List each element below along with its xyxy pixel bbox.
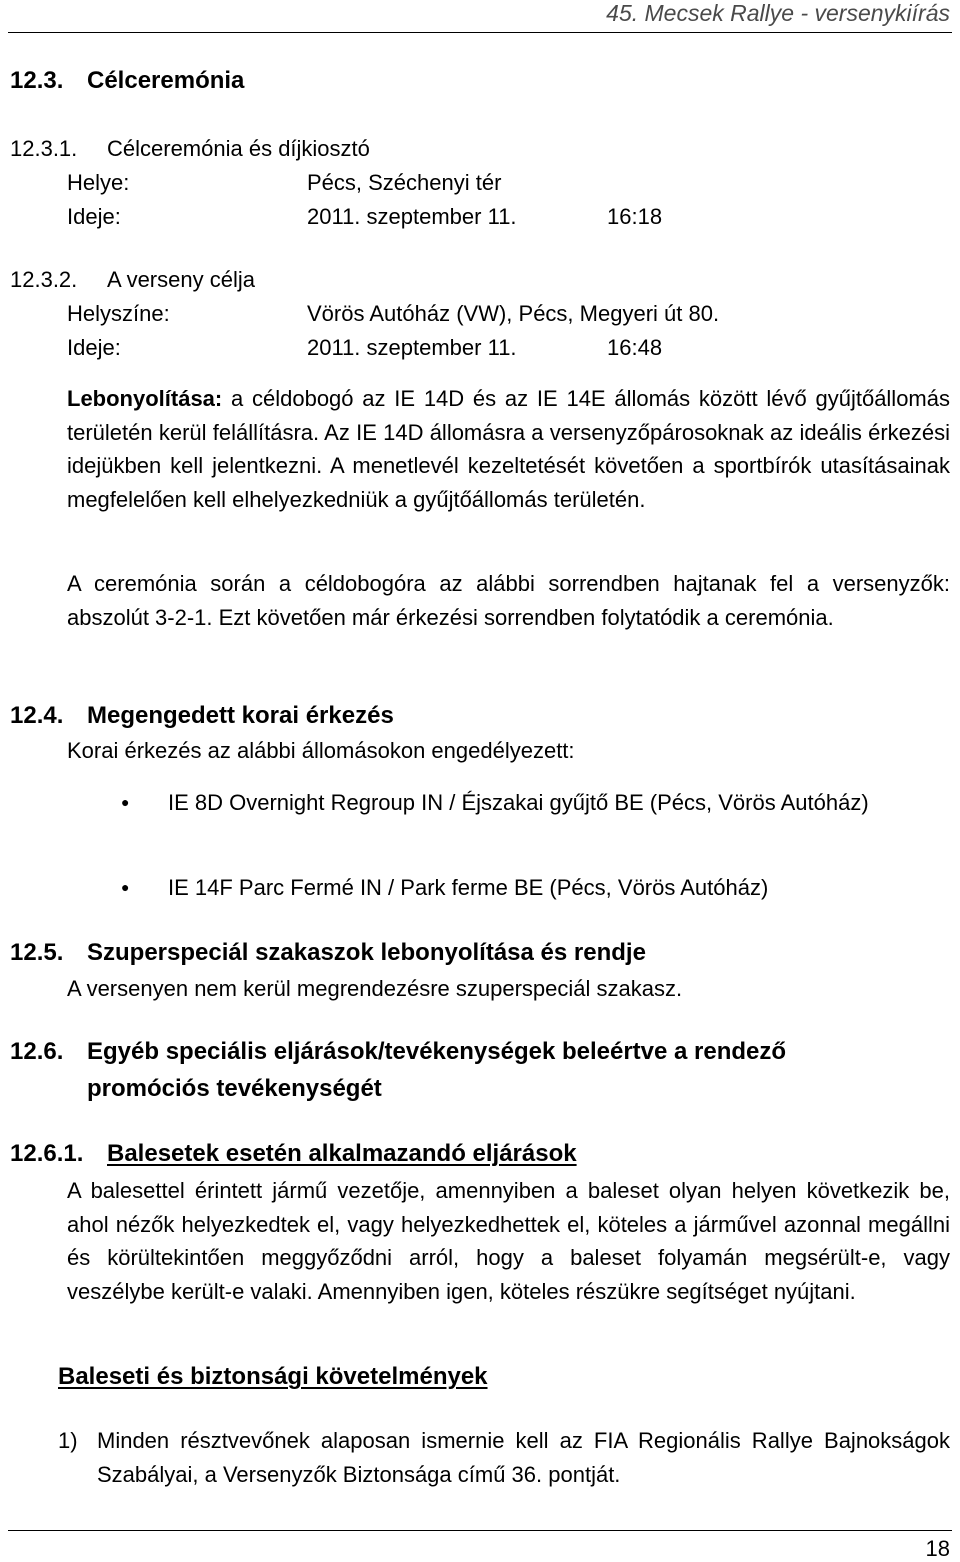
- section-number: 12.4.: [10, 702, 64, 729]
- footer-rule: [8, 1530, 952, 1531]
- safety-title: Baleseti és biztonsági követelmények: [58, 1363, 488, 1390]
- section-number: 12.5.: [10, 939, 64, 966]
- accident-procedure-paragraph: A balesettel érintett jármű vezetője, amennyiben a baleset olyan helyen következik be, ahol nézők helyezkedtek el, vagy helyezkedhettek el, köteles a járművel azonnal megállni és körültekintően meggyőződni arról, hogy a baleset folyamán megsérült-e, vagy veszélybe került-e valaki. Amennyiben igen, köteles részükre segítséget nyújtani.: [67, 1178, 950, 1304]
- time-label: Ideje:: [67, 204, 121, 229]
- section-heading-12-5: [10, 935, 646, 971]
- page-number: 18: [925, 1536, 950, 1561]
- superspecial-text: A versenyen nem kerül megrendezésre szuperspeciál szakasz.: [67, 976, 683, 1001]
- list-marker: 1): [58, 1428, 78, 1453]
- early-arrival-intro: Korai érkezés az alábbi állomásokon engedélyezett:: [67, 738, 575, 763]
- safety-list-item: Minden résztvevőnek alaposan ismernie kell az FIA Regionális Rallye Bajnokságok Szabályai, a Versenyzők Biztonsága című 36. pontját.: [97, 1428, 950, 1487]
- section-title: Szuperspeciál szakaszok lebonyolítása és rendje: [87, 939, 646, 966]
- bullet-item: IE 14F Parc Fermé IN / Park ferme BE (Pécs, Vörös Autóház): [168, 875, 769, 900]
- time-label: Ideje:: [67, 335, 121, 360]
- bullet-marker: ●: [121, 879, 130, 895]
- place-value: Pécs, Széchenyi tér: [307, 170, 502, 195]
- section-heading-12-3: [10, 63, 244, 99]
- running-header: 45. Mecsek Rallye - versenykiírás: [606, 0, 950, 26]
- bullet-marker: ●: [121, 794, 130, 810]
- place-label: Helye:: [67, 170, 130, 195]
- section-title: Megengedett korai érkezés: [87, 702, 394, 729]
- procedure-text: a céldobogó az IE 14D és az IE 14E állomás között lévő gyűjtőállomás területén kerül felállításra. Az IE 14D állomásra a versenyzőpárosoknak az ideális érkezési idejükben kell jelentkezni. A menetlevél kezeltetését követően a sportbírók utasításainak megfelelően kell elhelyezkedniük a gyűjtőállomás területén.: [67, 386, 950, 512]
- subsection-number: 12.3.1.: [10, 136, 78, 161]
- section-title: Célceremónia: [87, 67, 245, 94]
- subsection-heading-12-3-2: [10, 263, 255, 297]
- procedure-label: Lebonyolítása:: [67, 386, 223, 411]
- ceremony-order-paragraph: A ceremónia során a céldobogóra az alábbi sorrendben hajtanak fel a versenyzők: abszolút 3-2-1. Ezt követően már érkezési sorrendben folytatódik a ceremónia.: [67, 571, 950, 630]
- header-rule: [8, 32, 952, 33]
- subsection-heading-12-6-1: [10, 1136, 577, 1172]
- bullet-item: IE 8D Overnight Regroup IN / Éjszakai gyűjtő BE (Pécs, Vörös Autóház): [168, 790, 869, 815]
- subsection-number: 12.3.2.: [10, 267, 78, 292]
- section-number: 12.3.: [10, 67, 64, 94]
- procedure-paragraph: [67, 382, 950, 516]
- subsection-title: Célceremónia és díjkiosztó: [107, 136, 370, 161]
- section-heading-12-4: [10, 698, 394, 734]
- section-number: 12.6.: [10, 1038, 64, 1065]
- subsection-heading-12-3-1: [10, 132, 370, 166]
- section-heading-12-6: [10, 1034, 786, 1070]
- time-value: 16:18: [607, 204, 663, 229]
- venue-label: Helyszíne:: [67, 301, 170, 326]
- subsection-number: 12.6.1.: [10, 1140, 84, 1167]
- subsection-title: A verseny célja: [107, 267, 255, 292]
- time-value: 16:48: [607, 335, 663, 360]
- subsection-title: Balesetek esetén alkalmazandó eljárások: [107, 1140, 577, 1167]
- section-title-line2: promóciós tevékenységét: [87, 1075, 382, 1102]
- section-title-line1: Egyéb speciális eljárások/tevékenységek beleértve a rendező: [87, 1038, 787, 1065]
- venue-value: Vörös Autóház (VW), Pécs, Megyeri út 80.: [307, 301, 720, 326]
- safety-heading: [58, 1359, 488, 1395]
- date-value: 2011. szeptember 11.: [307, 204, 517, 229]
- date-value: 2011. szeptember 11.: [307, 335, 517, 360]
